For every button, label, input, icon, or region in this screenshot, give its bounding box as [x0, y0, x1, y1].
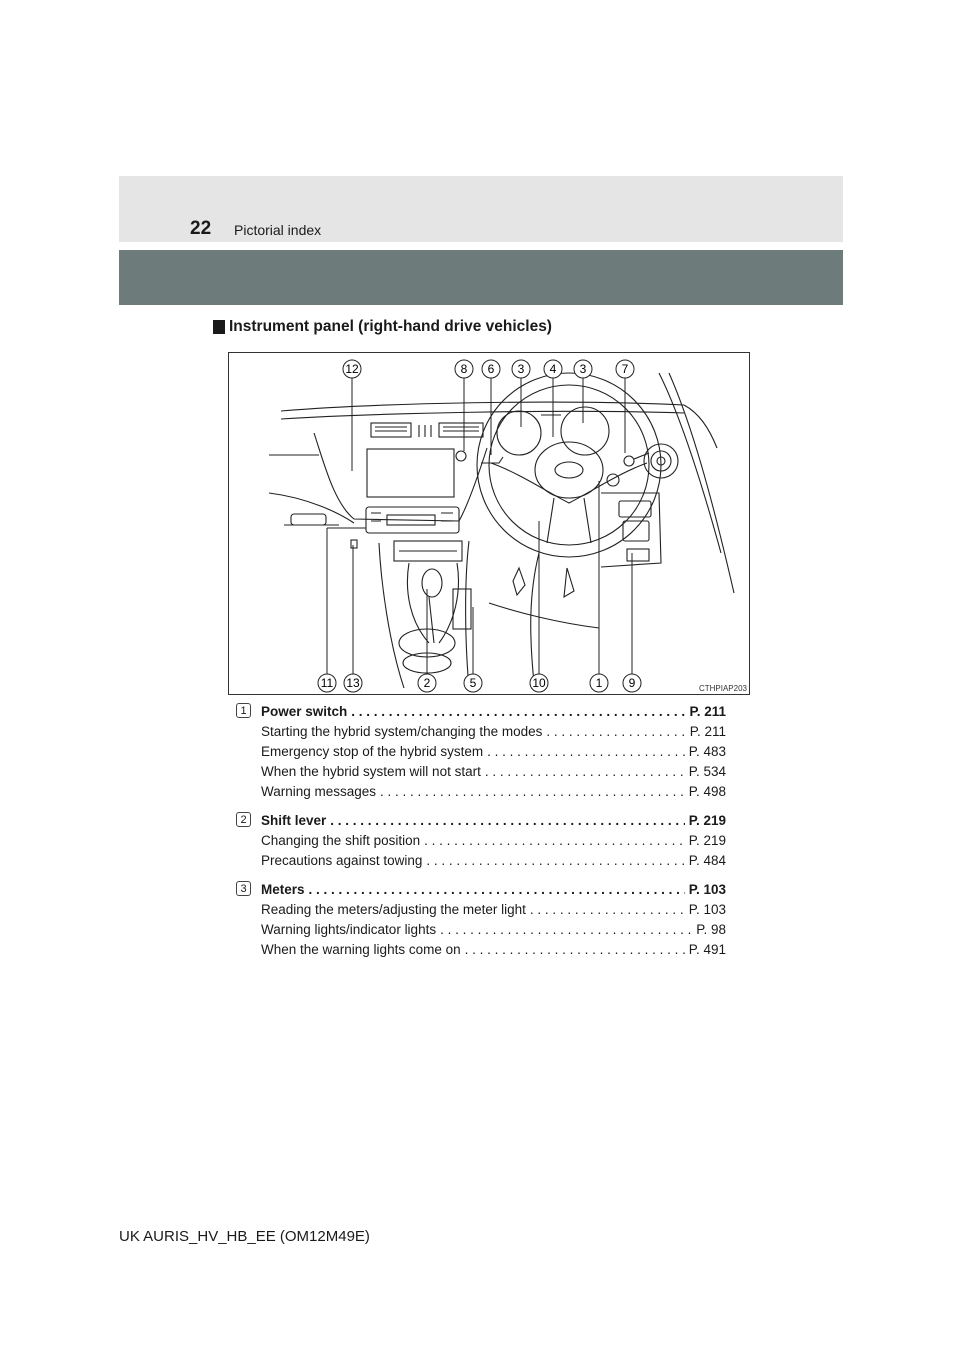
entry-sub-row[interactable]: Precautions against towing . . . P. 484: [261, 851, 726, 871]
svg-text:6: 6: [487, 362, 495, 376]
svg-text:11: 11: [320, 676, 334, 690]
callout-top-3b: [574, 360, 592, 378]
callout-top-7: [616, 360, 634, 378]
callout-bottom-11: [318, 674, 336, 692]
entry-sub-row[interactable]: When the warning lights come on . . . P. 491: [261, 940, 726, 960]
entry-meters: [236, 880, 726, 960]
entry-number-badge: 1: [236, 703, 251, 718]
svg-text:2: 2: [423, 676, 431, 690]
svg-text:10: 10: [532, 676, 546, 690]
section-title-text: Instrument panel (right-hand drive vehicles): [229, 318, 552, 335]
header-title: Pictorial index: [234, 222, 322, 238]
entry-sub-row[interactable]: Reading the meters/adjusting the meter light . . . P. 103: [261, 900, 726, 920]
entry-sub-row[interactable]: Emergency stop of the hybrid system . . . P. 483: [261, 742, 726, 762]
instrument-panel-figure: [228, 352, 750, 695]
svg-text:13: 13: [346, 676, 360, 690]
entry-main-row[interactable]: Shift lever . . . P. 219: [261, 811, 726, 831]
svg-text:3: 3: [579, 362, 587, 376]
callout-top-12: [343, 360, 361, 378]
entry-shift-lever: [236, 811, 726, 871]
entry-sub-row[interactable]: When the hybrid system will not start . . . P. 534: [261, 762, 726, 782]
svg-text:5: 5: [469, 676, 477, 690]
svg-text:8: 8: [460, 362, 468, 376]
callout-top-3a: [512, 360, 530, 378]
section-marker-icon: [213, 320, 225, 334]
entry-sub-row[interactable]: Warning messages . . . P. 498: [261, 782, 726, 802]
callout-bottom-10: [530, 674, 548, 692]
callout-bottom-2: [418, 674, 436, 692]
entry-number-badge: 2: [236, 812, 251, 827]
header-band: [119, 250, 843, 305]
callout-top-6: [482, 360, 500, 378]
entry-main-row[interactable]: Meters . . . P. 103: [261, 880, 726, 900]
callout-bottom-13: [344, 674, 362, 692]
svg-text:12: 12: [345, 362, 359, 376]
svg-text:3: 3: [517, 362, 525, 376]
callout-top-8: [455, 360, 473, 378]
footer-model-code: UK AURIS_HV_HB_EE (OM12M49E): [119, 1228, 370, 1245]
svg-text:9: 9: [628, 676, 636, 690]
callout-bottom-9: [623, 674, 641, 692]
instrument-panel-illustration: [229, 353, 749, 694]
entry-power-switch: [236, 702, 726, 802]
entry-main-row[interactable]: Power switch . . . P. 211: [261, 702, 726, 722]
entry-sub-row[interactable]: Warning lights/indicator lights . . . P. 98: [261, 920, 726, 940]
entries-list: [236, 702, 726, 969]
svg-text:1: 1: [595, 676, 603, 690]
entry-sub-row[interactable]: Starting the hybrid system/changing the modes . . . P. 211: [261, 722, 726, 742]
callout-bottom-5: [464, 674, 482, 692]
section-title: [213, 318, 552, 336]
svg-text:4: 4: [549, 362, 557, 376]
page-number: 22: [190, 218, 212, 239]
figure-code: CTHPIAP203: [698, 684, 747, 693]
entry-sub-row[interactable]: Changing the shift position . . . P. 219: [261, 831, 726, 851]
header-bar: [119, 176, 843, 242]
entry-number-badge: 3: [236, 881, 251, 896]
callout-top-4: [544, 360, 562, 378]
svg-text:7: 7: [621, 362, 629, 376]
callout-bottom-1: [590, 674, 608, 692]
